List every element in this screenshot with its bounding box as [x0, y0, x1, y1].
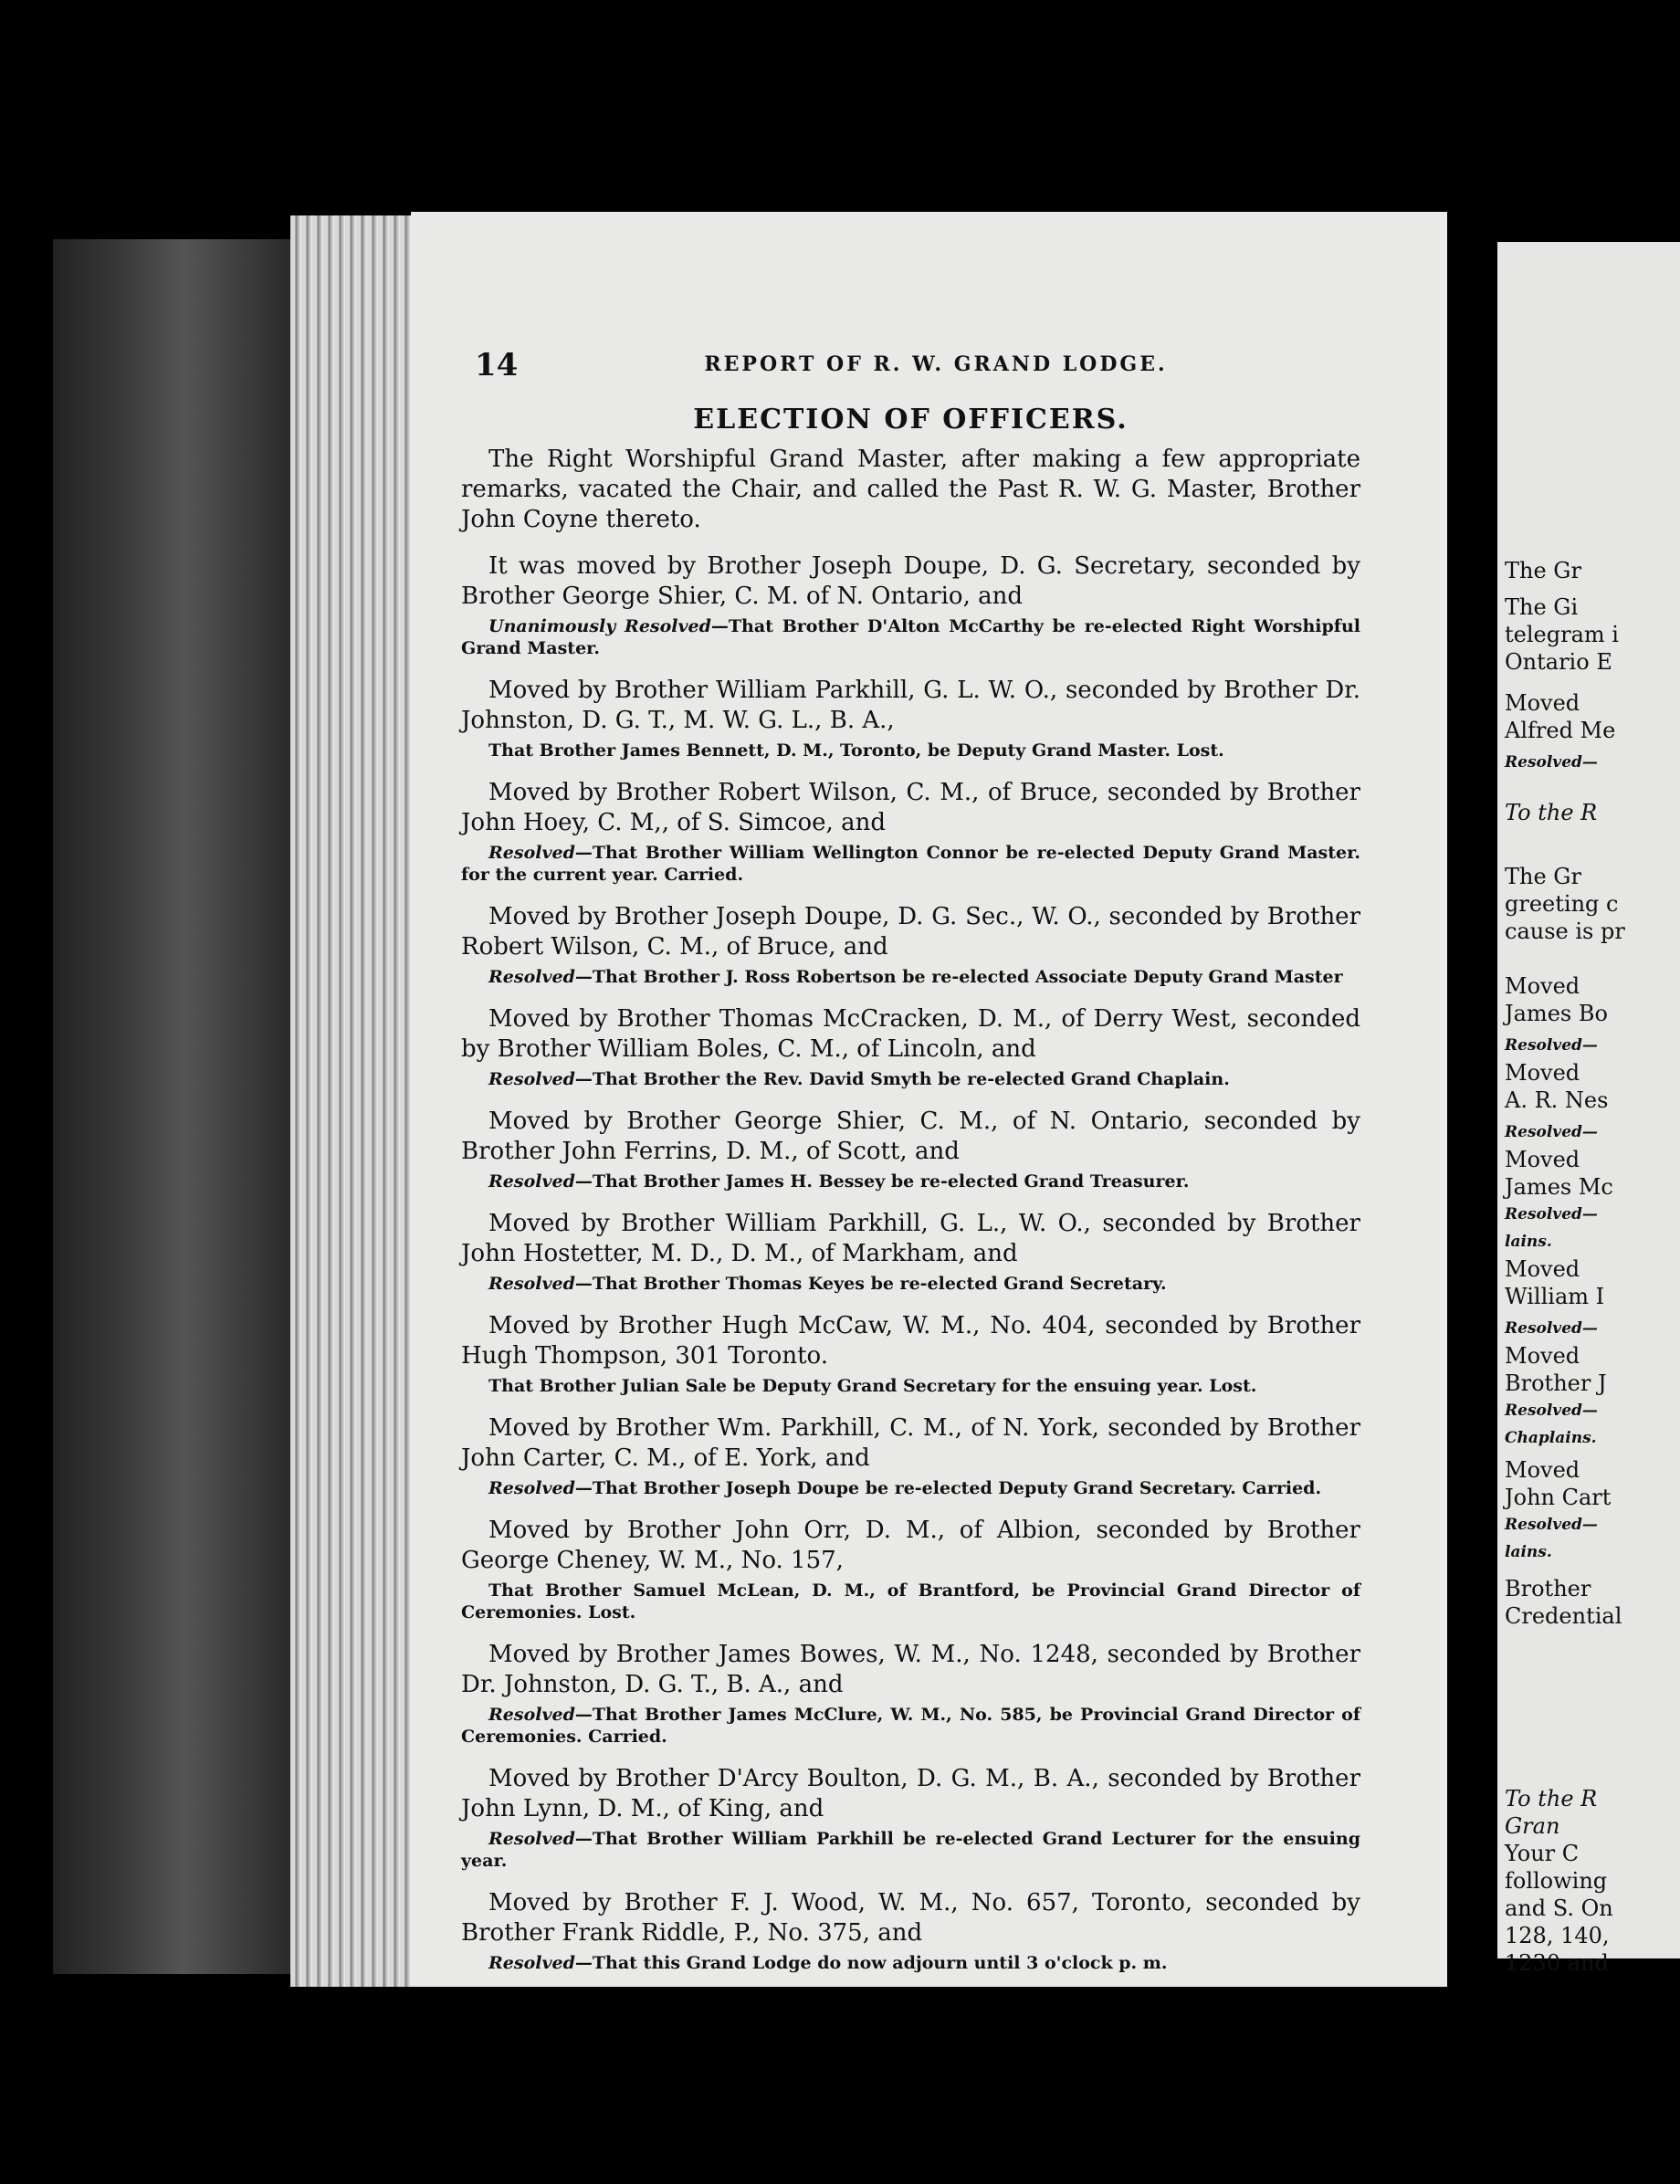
motion-entry [461, 902, 1360, 988]
right-page-fragment: Moved [1505, 1343, 1580, 1369]
motion-text: Moved by Brother Joseph Doupe, D. G. Sec., W. O., seconded by Brother Robert Wilson, C. M., of Bruce, and [461, 903, 1360, 961]
right-page-fragment: To the R [1505, 1786, 1598, 1811]
right-page-fragment: Gran [1505, 1813, 1560, 1839]
resolution-text [461, 1477, 1360, 1499]
resolution-text [461, 615, 1360, 659]
right-page-fragment: To the R [1505, 800, 1598, 825]
motion-text: Moved by Brother Robert Wilson, C. M., of Bruce, seconded by Brother John Hoey, C. M,, of S. Simcoe, and [461, 779, 1360, 836]
resolution-text [461, 1375, 1360, 1397]
motion-text: Moved by Brother George Shier, C. M., of N. Ontario, seconded by Brother John Ferrins, D. M., of Scott, and [461, 1108, 1360, 1165]
motion-entry [461, 1311, 1360, 1397]
right-page [1497, 242, 1680, 1976]
motion-text: Moved by Brother William Parkhill, G. L., W. O., seconded by Brother John Hostetter, M. D., D. M., of Markham, and [461, 1210, 1360, 1267]
motion-entry [461, 551, 1360, 659]
right-page-fragment: Your C [1505, 1841, 1580, 1866]
resolution-lead: Resolved [488, 1171, 575, 1192]
right-page-fragment: following [1505, 1868, 1608, 1894]
motion-text: Moved by Brother James Bowes, W. M., No. 1248, seconded by Brother Dr. Johnston, D. G. T., B. A., and [461, 1641, 1360, 1698]
right-page-fragment: Credential [1505, 1603, 1622, 1629]
resolution-text [461, 1828, 1360, 1872]
right-page-fragment: Moved [1505, 1457, 1580, 1483]
right-page-fragment: Ontario E [1505, 649, 1612, 675]
right-page-fragment: Resolved— [1505, 1036, 1598, 1055]
right-page-fragment: Resolved— [1505, 753, 1598, 772]
resolution-lead: Resolved [488, 1478, 575, 1498]
resolution-lead: Resolved [488, 967, 575, 987]
right-page-fragment: telegram i [1505, 622, 1619, 647]
resolution-lead: Unanimously Resolved [488, 616, 711, 636]
motion-entry [461, 1413, 1360, 1499]
motion-text: Moved by Brother Thomas McCracken, D. M., of Derry West, seconded by Brother William Boles, C. M., of Lincoln, and [461, 1005, 1360, 1063]
motion-entry [461, 1888, 1360, 1974]
right-page-fragment: and S. On [1505, 1895, 1613, 1921]
right-page-fragment: lains. [1505, 1233, 1552, 1251]
resolution-text [461, 1171, 1360, 1192]
resolution-text [461, 1580, 1360, 1623]
resolution-body: —That Brother Joseph Doupe be re-elected Deputy Grand Secretary. Carried. [574, 1478, 1322, 1498]
resolution-body: —That Brother James McClure, W. M., No. 585, be Provincial Grand Director of Ceremonies. Carried. [461, 1705, 1360, 1747]
right-page-fragment: A. R. Nes [1505, 1087, 1609, 1113]
resolution-lead: Resolved [488, 1829, 575, 1849]
right-page-fragment: 1230 and [1505, 1950, 1609, 1976]
motion-entry [461, 1640, 1360, 1748]
page-number: 14 [475, 347, 519, 383]
right-page-fragment: Brother J [1505, 1370, 1607, 1396]
right-page-fragment: Resolved— [1505, 1205, 1598, 1223]
motion-entry [461, 445, 1360, 535]
right-page-fragment: Resolved— [1505, 1516, 1598, 1534]
resolution-body: —That Brother William Parkhill be re-elected Grand Lecturer for the ensuing year. [461, 1829, 1360, 1871]
right-page-fragment: cause is pr [1505, 919, 1625, 944]
resolution-text [461, 1704, 1360, 1748]
resolution-text [461, 1952, 1360, 1974]
motion-entry [461, 1004, 1360, 1090]
right-page-fragment: Resolved— [1505, 1123, 1598, 1141]
resolution-body: —That Brother J. Ross Robertson be re-elected Associate Deputy Grand Master [574, 967, 1343, 987]
resolution-lead: Resolved [488, 1705, 575, 1725]
right-page-fragment: James Bo [1505, 1001, 1608, 1026]
running-head [475, 347, 1397, 383]
right-page-fragment: Resolved— [1505, 1319, 1598, 1338]
right-page-fragment: The Gi [1505, 594, 1579, 620]
motion-text: Moved by Brother Hugh McCaw, W. M., No. 404, seconded by Brother Hugh Thompson, 301 Toronto. [461, 1312, 1360, 1370]
resolution-lead: Resolved [488, 843, 575, 863]
motion-text: Moved by Brother William Parkhill, G. L. W. O., seconded by Brother Dr. Johnston, D. G. T., M. W. G. L., B. A., [461, 677, 1360, 734]
right-page-fragment: Resolved— [1505, 1402, 1598, 1420]
motion-text: Moved by Brother D'Arcy Boulton, D. G. M., B. A., seconded by Brother John Lynn, D. M., of King, and [461, 1765, 1360, 1822]
resolution-text [461, 1273, 1360, 1295]
right-page-fragment: James Mc [1505, 1174, 1613, 1200]
right-page-fragment: William I [1505, 1284, 1605, 1309]
entries-list [461, 445, 1360, 1974]
right-page-fragment: Moved [1505, 1060, 1580, 1086]
resolution-lead: Resolved [488, 1953, 575, 1973]
resolution-body: —That Brother D'Alton McCarthy be re-elected Right Worshipful Grand Master. [461, 616, 1360, 658]
motion-entry [461, 1764, 1360, 1872]
motion-entry [461, 1516, 1360, 1623]
section-title: ELECTION OF OFFICERS. [693, 404, 1129, 436]
resolution-text [461, 740, 1360, 761]
book-spine-block [53, 239, 290, 1974]
motion-text: It was moved by Brother Joseph Doupe, D. G. Secretary, seconded by Brother George Shier, C. M. of N. Ontario, and [461, 552, 1360, 610]
right-page-fragment: greeting c [1505, 891, 1619, 917]
right-page-fragment: Moved [1505, 1256, 1580, 1282]
page-edges [290, 215, 418, 1987]
running-title: REPORT OF R. W. GRAND LODGE. [704, 352, 1168, 376]
right-page-fragment: John Cart [1505, 1485, 1612, 1510]
page-content [461, 404, 1360, 1990]
resolution-text [461, 966, 1360, 988]
resolution-lead: Resolved [488, 1069, 575, 1089]
right-page-fragment: lains. [1505, 1543, 1552, 1561]
right-page-fragment: Chaplains. [1505, 1429, 1597, 1447]
resolution-text [461, 842, 1360, 886]
motion-entry [461, 676, 1360, 761]
right-page-fragment: 128, 140, [1505, 1923, 1610, 1948]
right-page-fragment: Moved [1505, 973, 1580, 999]
right-page-fragment: Moved [1505, 1147, 1580, 1172]
motion-entry [461, 778, 1360, 886]
resolution-body: —That Brother the Rev. David Smyth be re-elected Grand Chaplain. [574, 1069, 1230, 1089]
right-page-fragment: Moved [1505, 690, 1580, 716]
right-page-fragment: Alfred Me [1505, 718, 1616, 743]
resolution-body: —That this Grand Lodge do now adjourn until 3 o'clock p. m. [574, 1953, 1168, 1973]
resolution-text [461, 1068, 1360, 1090]
resolution-body: That Brother Julian Sale be Deputy Grand Secretary for the ensuing year. Lost. [488, 1376, 1257, 1396]
motion-text: Moved by Brother Wm. Parkhill, C. M., of N. York, seconded by Brother John Carter, C. M., of E. York, and [461, 1414, 1360, 1472]
resolution-body: —That Brother William Wellington Connor be re-elected Deputy Grand Master. for the current year. Carried. [461, 843, 1360, 885]
motion-text: The Right Worshipful Grand Master, after making a few appropriate remarks, vacated the Chair, and called the Past R. W. G. Master, Brother John Coyne thereto. [461, 446, 1360, 533]
right-page-fragment: Brother [1505, 1576, 1591, 1601]
resolution-body: —That Brother James H. Bessey be re-elected Grand Treasurer. [574, 1171, 1190, 1192]
resolution-body: That Brother James Bennett, D. M., Toronto, be Deputy Grand Master. Lost. [488, 740, 1224, 761]
resolution-lead: Resolved [488, 1274, 575, 1294]
right-page-fragment: The Gr [1505, 864, 1581, 889]
resolution-body: That Brother Samuel McLean, D. M., of Brantford, be Provincial Grand Director of Ceremonies. Lost. [461, 1580, 1360, 1622]
motion-text: Moved by Brother John Orr, D. M., of Albion, seconded by Brother George Cheney, W. M., No. 157, [461, 1517, 1360, 1574]
resolution-body: —That Brother Thomas Keyes be re-elected Grand Secretary. [574, 1274, 1167, 1294]
left-page [411, 212, 1447, 1987]
motion-entry [461, 1107, 1360, 1192]
motion-entry [461, 1209, 1360, 1295]
motion-text: Moved by Brother F. J. Wood, W. M., No. 657, Toronto, seconded by Brother Frank Riddle, P., No. 375, and [461, 1889, 1360, 1947]
right-page-fragment: The Gr [1505, 558, 1581, 583]
